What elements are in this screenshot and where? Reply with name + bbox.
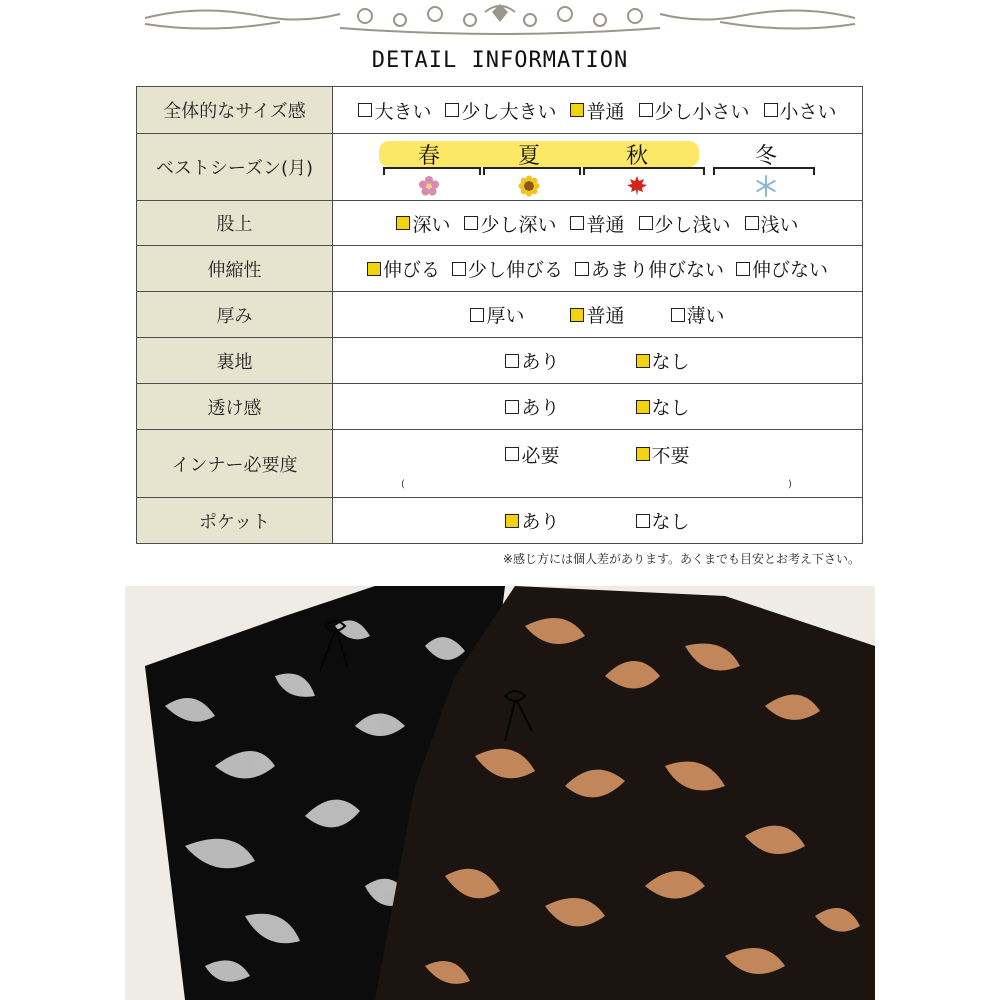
option-label: 大きい — [374, 100, 432, 123]
checkbox-unchecked[interactable] — [464, 216, 478, 230]
checkbox-unchecked[interactable] — [745, 216, 759, 230]
option-group — [333, 97, 862, 124]
option-thickness-1[interactable] — [570, 301, 624, 328]
option-pocket-1[interactable] — [636, 507, 690, 534]
checkbox-unchecked[interactable] — [575, 262, 589, 276]
option-label: 小さい — [779, 100, 837, 123]
option-label: なし — [651, 351, 690, 373]
option-rise-1[interactable] — [464, 210, 556, 237]
option-label: 伸びる — [382, 259, 440, 281]
row-label: 厚み — [137, 292, 333, 338]
option-sheer-1[interactable] — [636, 393, 690, 420]
checkbox-checked[interactable] — [636, 447, 650, 461]
row-label: インナー必要度 — [137, 430, 333, 498]
option-label: 不要 — [651, 444, 690, 467]
row-thickness — [137, 292, 863, 338]
row-pocket — [137, 498, 863, 544]
checkbox-unchecked[interactable] — [505, 447, 519, 461]
row-label: 股上 — [137, 201, 333, 246]
option-label: 少し浅い — [654, 213, 731, 236]
option-thickness-2[interactable] — [671, 301, 725, 328]
checkbox-unchecked[interactable] — [639, 103, 653, 117]
row-label: 伸縮性 — [137, 246, 333, 292]
option-label: あり — [521, 397, 560, 419]
row-label: ベストシーズン(月) — [137, 134, 333, 201]
flower-icon — [418, 175, 440, 197]
row-rise — [137, 201, 863, 246]
checkbox-unchecked[interactable] — [358, 103, 372, 117]
option-group — [333, 347, 862, 374]
checkbox-unchecked[interactable] — [570, 216, 584, 230]
option-label: 少し伸びる — [467, 259, 563, 281]
checkbox-unchecked[interactable] — [445, 103, 459, 117]
option-label: あり — [521, 351, 560, 373]
option-label: 普通 — [586, 213, 625, 236]
checkbox-checked[interactable] — [367, 262, 381, 276]
season-winter: 冬 — [754, 144, 777, 169]
option-group — [333, 301, 862, 328]
checkbox-unchecked[interactable] — [639, 216, 653, 230]
row-label: 裏地 — [137, 338, 333, 384]
option-label: 伸びない — [752, 259, 829, 281]
option-label: 普通 — [586, 305, 625, 327]
option-label: 薄い — [686, 305, 725, 327]
option-lining-0[interactable] — [505, 347, 559, 374]
option-lining-1[interactable] — [636, 347, 690, 374]
paren-close: ) — [788, 478, 792, 490]
decorative-ornament — [140, 0, 860, 40]
section-heading: DETAIL INFORMATION — [371, 48, 629, 73]
row-stretch — [137, 246, 863, 292]
option-size-2[interactable] — [570, 97, 624, 124]
checkbox-checked[interactable] — [570, 103, 584, 117]
option-stretch-1[interactable] — [452, 255, 563, 282]
option-label: 少し小さい — [654, 100, 750, 123]
option-group — [333, 255, 862, 282]
season-spring: 春 — [417, 144, 440, 169]
season-autumn: 秋 — [625, 144, 648, 169]
checkbox-unchecked[interactable] — [452, 262, 466, 276]
option-label: 厚い — [486, 305, 525, 327]
option-inner-0[interactable] — [505, 441, 559, 468]
option-size-4[interactable] — [764, 97, 837, 124]
option-size-0[interactable] — [358, 97, 431, 124]
option-size-3[interactable] — [639, 97, 750, 124]
option-group — [333, 441, 862, 468]
checkbox-checked[interactable] — [396, 216, 410, 230]
option-size-1[interactable] — [445, 97, 556, 124]
option-group — [333, 210, 862, 237]
option-label: なし — [651, 511, 690, 533]
maple-leaf-icon — [626, 175, 648, 197]
checkbox-unchecked[interactable] — [505, 400, 519, 414]
option-label: 少し大きい — [461, 100, 557, 123]
season-bar — [333, 135, 862, 199]
checkbox-unchecked[interactable] — [764, 103, 778, 117]
option-stretch-0[interactable] — [367, 255, 440, 282]
disclaimer-note: ※感じ方には個人差があります。あくまでも目安とお考え下さい。 — [502, 552, 860, 566]
snowflake-icon — [755, 175, 777, 197]
checkbox-checked[interactable] — [636, 354, 650, 368]
checkbox-checked[interactable] — [636, 400, 650, 414]
checkbox-unchecked[interactable] — [636, 514, 650, 528]
row-sheer — [137, 384, 863, 430]
row-inner — [137, 430, 863, 498]
option-rise-3[interactable] — [639, 210, 731, 237]
option-label: 必要 — [521, 444, 560, 467]
option-thickness-0[interactable] — [470, 301, 524, 328]
checkbox-unchecked[interactable] — [736, 262, 750, 276]
checkbox-checked[interactable] — [570, 308, 584, 322]
checkbox-unchecked[interactable] — [671, 308, 685, 322]
row-label: 全体的なサイズ感 — [137, 87, 333, 134]
option-label: 少し深い — [480, 213, 557, 236]
option-label: なし — [651, 397, 690, 419]
option-stretch-2[interactable] — [575, 255, 724, 282]
season-summer: 夏 — [517, 144, 540, 169]
option-label: あまり伸びない — [591, 259, 725, 281]
option-label: 浅い — [760, 213, 799, 236]
detail-table — [136, 86, 863, 544]
option-label: 普通 — [586, 100, 625, 123]
product-photo-pants — [125, 586, 875, 1000]
option-group — [333, 393, 862, 420]
option-rise-2[interactable] — [570, 210, 624, 237]
option-sheer-0[interactable] — [505, 393, 559, 420]
row-label: 透け感 — [137, 384, 333, 430]
checkbox-checked[interactable] — [505, 514, 519, 528]
paren-open: ( — [401, 478, 405, 490]
checkbox-unchecked[interactable] — [470, 308, 484, 322]
option-stretch-3[interactable] — [736, 255, 828, 282]
option-inner-1[interactable] — [636, 441, 690, 468]
row-season — [137, 134, 863, 201]
checkbox-unchecked[interactable] — [505, 354, 519, 368]
option-rise-4[interactable] — [745, 210, 799, 237]
row-size — [137, 87, 863, 134]
row-lining — [137, 338, 863, 384]
option-rise-0[interactable] — [396, 210, 450, 237]
row-label: ポケット — [137, 498, 333, 544]
sunflower-icon — [518, 175, 540, 197]
option-label: 深い — [412, 213, 451, 236]
option-group — [333, 507, 862, 534]
option-pocket-0[interactable] — [505, 507, 559, 534]
option-label: あり — [521, 511, 560, 533]
